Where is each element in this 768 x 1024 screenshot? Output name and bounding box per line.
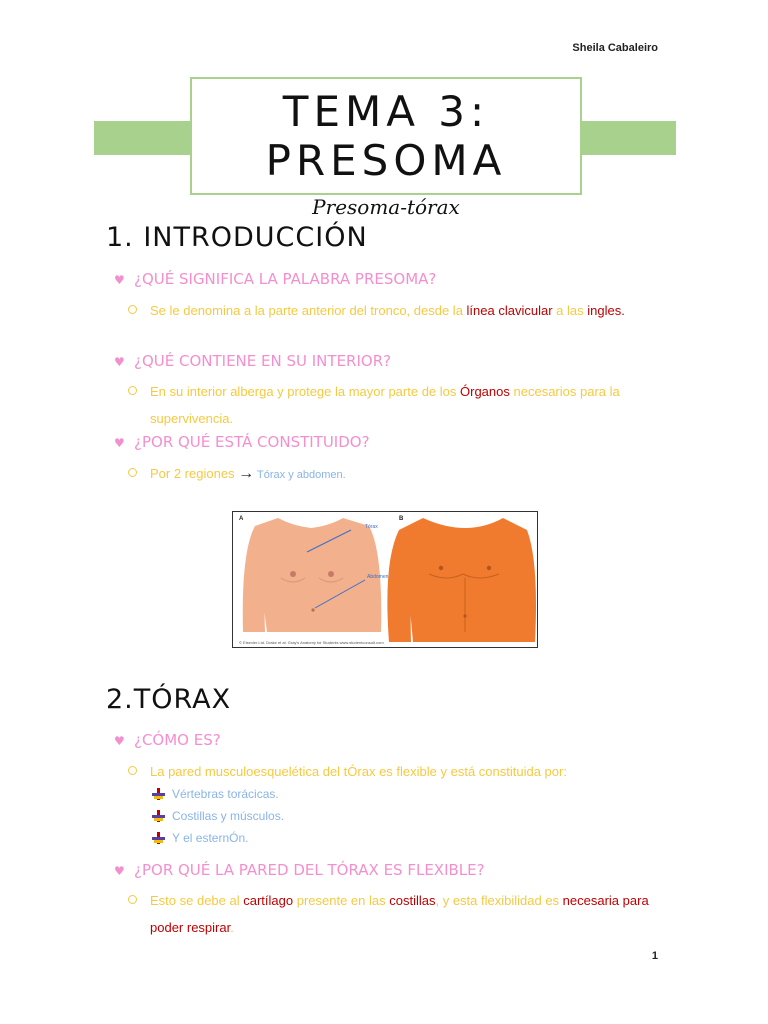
question-3 — [114, 433, 370, 451]
highlight-text: costillas — [389, 893, 436, 908]
highlight-text: necesaria para poder respirar — [150, 893, 649, 935]
title-box — [190, 77, 582, 219]
cross-bullet-icon — [152, 810, 166, 822]
heart-icon: ♥ — [114, 734, 125, 748]
author-name: Sheila Cabaleiro — [572, 42, 658, 54]
figure-caption: © Elsevier Ltd. Drake et al: Gray's Anatomy for Students www.studentconsult.com — [239, 640, 384, 645]
answer-5 — [130, 887, 655, 941]
page-title: TEMA 3: PRESOMA — [265, 87, 507, 185]
answer-text: presente en las — [293, 893, 390, 908]
question-text: ¿POR QUÉ LA PARED DEL TÓRAX ES FLEXIBLE? — [134, 861, 485, 879]
answer-1 — [130, 297, 655, 324]
arrow-right-icon: → — [238, 465, 255, 482]
nipple-a-right — [328, 571, 334, 577]
list-item-text: Costillas y músculos. — [172, 809, 285, 823]
answer-text: necesarios para la supervivencia. — [150, 384, 620, 426]
torso-b-shape — [399, 518, 527, 642]
nipple-a-left — [290, 571, 296, 577]
circle-bullet-icon — [128, 895, 137, 904]
question-text: ¿QUÉ SIGNIFICA LA PALABRA PRESOMA? — [134, 270, 437, 288]
list-item-text: Y el esternÓn. — [172, 831, 249, 845]
circle-bullet-icon — [128, 468, 137, 477]
highlight-text: cartílago — [243, 893, 294, 908]
answer-text: a las — [552, 303, 588, 318]
question-text: ¿CÓMO ES? — [134, 731, 221, 749]
heart-icon: ♥ — [114, 355, 125, 369]
list-item — [152, 787, 279, 801]
figure-label-a: A — [239, 516, 244, 522]
section-heading-text: 2.TÓRAX — [106, 684, 232, 715]
list-item-text: Vértebras torácicas. — [172, 787, 279, 801]
circle-bullet-icon — [128, 766, 137, 775]
answer-text: Esto se debe al — [150, 893, 244, 908]
question-text: ¿POR QUÉ ESTÁ CONSTITUIDO? — [134, 433, 370, 451]
cross-bullet-icon — [152, 832, 166, 844]
torso-figure — [232, 511, 538, 648]
question-1 — [114, 270, 436, 288]
answer-3 — [130, 460, 655, 489]
list-item — [152, 809, 284, 823]
answer-4 — [130, 758, 655, 785]
answer-text: En su interior alberga y protege la mayor parte de los — [150, 384, 461, 399]
navel-b — [463, 614, 466, 617]
answer-text: La pared musculoesquelética del tÓrax es flexible y está constituida por: — [150, 764, 567, 779]
torso-illustration — [233, 512, 538, 648]
highlight-text: ingles. — [587, 303, 625, 318]
circle-bullet-icon — [128, 386, 137, 395]
figure-label-torax: Tórax — [365, 524, 378, 530]
navel-a — [311, 608, 314, 611]
question-5 — [114, 861, 485, 879]
answer-text: Se le denomina a la parte anterior del tronco, desde la — [150, 303, 467, 318]
answer-text: Por 2 regiones — [150, 466, 239, 481]
section-heading-introduccion — [106, 222, 368, 253]
question-text: ¿QUÉ CONTIENE EN SU INTERIOR? — [134, 352, 392, 370]
cross-bullet-icon — [152, 788, 166, 800]
torso-a-shape — [255, 518, 369, 632]
heart-icon: ♥ — [114, 864, 125, 878]
answer-text: . — [230, 920, 234, 935]
nipple-b-right — [487, 566, 491, 570]
section-heading-torax — [106, 684, 231, 715]
section-heading-text: 1. INTRODUCCIÓN — [106, 222, 368, 253]
answer-text: , y esta flexibilidad es — [435, 893, 563, 908]
blue-text: Tórax y abdomen. — [254, 469, 346, 481]
nipple-b-left — [439, 566, 443, 570]
list-item — [152, 831, 249, 845]
highlight-text: línea clavicular — [466, 303, 553, 318]
page-number: 1 — [651, 950, 658, 962]
question-2 — [114, 352, 391, 370]
heart-icon: ♥ — [114, 273, 125, 287]
figure-label-b: B — [399, 516, 404, 522]
figure-label-abdomen: Abdomen — [367, 574, 389, 580]
circle-bullet-icon — [128, 305, 137, 314]
page-subtitle: Presoma-tórax — [312, 195, 460, 219]
heart-icon: ♥ — [114, 436, 125, 450]
question-4 — [114, 731, 221, 749]
highlight-text: Órganos — [460, 384, 510, 399]
answer-2 — [130, 378, 655, 432]
